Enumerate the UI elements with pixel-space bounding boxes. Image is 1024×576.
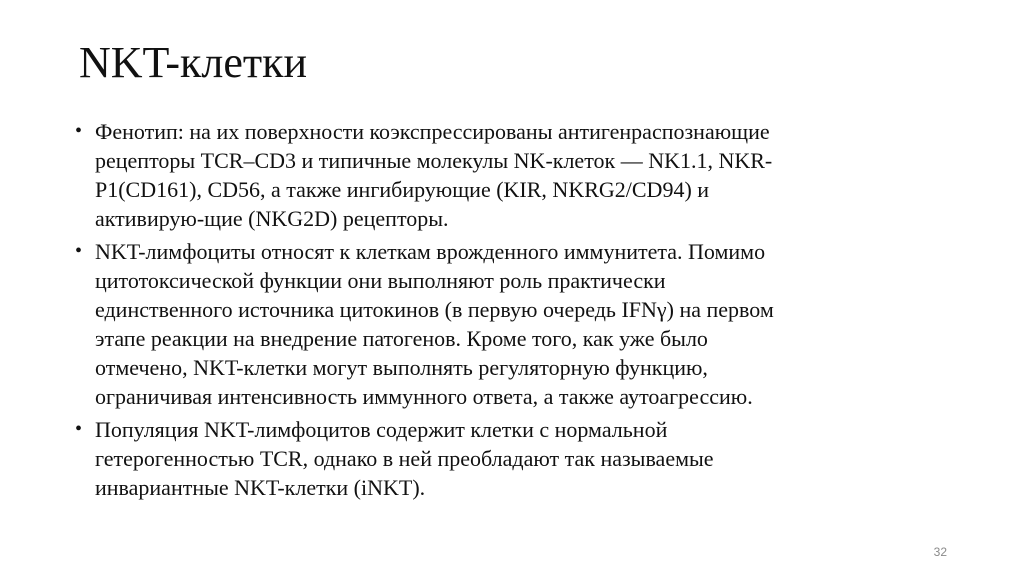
slide-title: NKT-клетки [79, 38, 308, 87]
bullet-item-innate-immunity [75, 237, 955, 411]
bullet-text-innate-immunity: NKT-лимфоциты относят к клеткам врожденного иммунитета. Помимо цитотоксической функции они выполняют роль практически единственного источника цитокинов (в первую очередь IFNγ) на первом этапе реакции на внедрение патогенов. Кроме того, как уже было отмечено, NKT-клетки могут выполнять регуляторную функцию, ограничивая интенсивность иммунного ответа, а также аутоагрессию. [95, 239, 774, 409]
page-number: 32 [933, 545, 947, 559]
bullet-item-phenotype [75, 117, 955, 233]
bullet-item-population [75, 415, 955, 502]
bullet-list [75, 117, 955, 506]
bullet-marker: • [75, 240, 83, 262]
bullet-marker: • [75, 120, 83, 142]
bullet-text-phenotype: Фенотип: на их поверхности коэкспрессированы антигенраспознающие рецепторы TCR–CD3 и типичные молекулы NK-клеток — NK1.1, NKR- P1(CD161), CD56, а также ингибирующие (KIR, NKRG2/CD94) и активирую-щие (NKG2D) рецепторы. [95, 119, 773, 231]
bullet-marker: • [75, 418, 83, 440]
bullet-text-population: Популяция NKT-лимфоцитов содержит клетки с нормальной гетерогенностью TCR, однако в ней преобладают так называемые инвариантные NKT-клетки (iNKT). [95, 417, 714, 500]
